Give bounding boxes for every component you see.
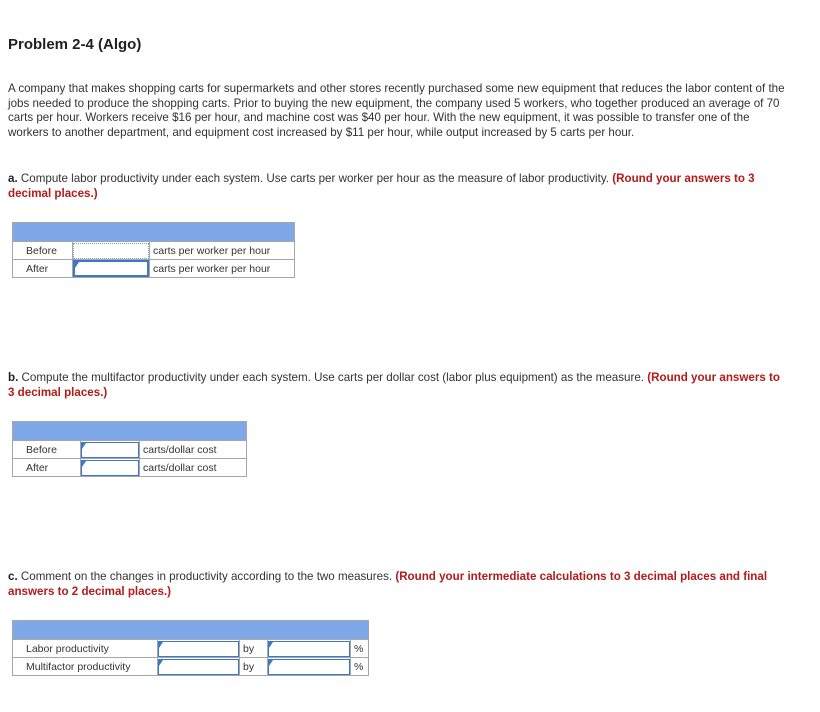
percent-label: % (351, 658, 369, 676)
page-title: Problem 2-4 (Algo) (8, 36, 142, 53)
answer-input-frame (81, 442, 139, 458)
answer-flag-icon (82, 443, 86, 449)
by-label: by (240, 640, 268, 658)
part-c-note: (Round your intermediate calculations to 3 decimal places and final answers to 2 decimal places.) (8, 570, 768, 598)
part-c-question (8, 570, 788, 599)
row-label: After (13, 260, 73, 278)
part-c-text: Comment on the changes in productivity according to the two measures. (17, 570, 393, 583)
part-b-after-input[interactable] (82, 461, 138, 475)
table-row (13, 260, 295, 278)
answer-flag-icon (82, 461, 86, 467)
answer-flag-icon (269, 660, 273, 666)
part-a-after-input[interactable] (75, 262, 147, 275)
problem-intro: A company that makes shopping carts for supermarkets and other stores recently purchased some new equipment that reduces the labor content of the jobs needed to produce the shopping carts. Prior to buying the new equipment, the company used 5 workers, who together produced an average of 70 carts per hour. Workers receive $16 per hour, and machine cost was $40 per hour. With the new equipment, it was possible to transfer one of the workers to another department, and equipment cost increased by $11 per hour, while output increased by 5 carts per hour. (8, 82, 785, 139)
answer-flag-icon (269, 642, 273, 648)
part-a-question (8, 172, 788, 201)
table-header (13, 422, 247, 441)
part-c-table (12, 620, 369, 676)
table-header (13, 223, 295, 242)
row-label: After (13, 459, 81, 477)
table-header (13, 621, 369, 640)
part-b-tag: b. (8, 371, 19, 384)
unit-label: carts/dollar cost (140, 459, 247, 477)
part-b-before-input[interactable] (82, 443, 138, 457)
row-label: Before (13, 441, 81, 459)
answer-input-frame (158, 641, 239, 657)
part-a-tag: a. (8, 172, 18, 185)
answer-input-frame (268, 641, 350, 657)
table-row (13, 640, 369, 658)
answer-input-frame (73, 243, 149, 259)
part-a-text: Compute labor productivity under each system. Use carts per worker per hour as the measure of labor productivity. (17, 172, 610, 185)
percent-label: % (351, 640, 369, 658)
by-label: by (240, 658, 268, 676)
unit-label: carts per worker per hour (150, 242, 295, 260)
unit-label: carts per worker per hour (150, 260, 295, 278)
part-a-note: (Round your answers to 3 decimal places.) (8, 172, 755, 200)
labor-percent-input[interactable] (269, 642, 349, 656)
unit-label: carts/dollar cost (140, 441, 247, 459)
part-b-question (8, 371, 788, 400)
part-b-table (12, 421, 247, 477)
multifactor-change-select[interactable] (159, 660, 238, 674)
table-row (13, 441, 247, 459)
row-label: Multifactor productivity (13, 658, 158, 676)
answer-input-frame (73, 260, 149, 277)
row-label: Labor productivity (13, 640, 158, 658)
answer-input-frame (158, 659, 239, 675)
answer-flag-icon (75, 262, 79, 268)
part-b-note: (Round your answers to 3 decimal places.) (8, 371, 780, 399)
part-b-text: Compute the multifactor productivity under each system. Use carts per dollar cost (labor plus equipment) as the measure. (18, 371, 645, 384)
part-a-table (12, 222, 295, 278)
answer-flag-icon (159, 660, 163, 666)
table-row (13, 459, 247, 477)
table-row (13, 658, 369, 676)
row-label: Before (13, 242, 73, 260)
labor-change-select[interactable] (159, 642, 238, 656)
answer-input-frame (81, 460, 139, 476)
answer-input-frame (268, 659, 350, 675)
answer-flag-icon (159, 642, 163, 648)
multifactor-percent-input[interactable] (269, 660, 349, 674)
table-row (13, 242, 295, 260)
part-a-before-input[interactable] (74, 244, 148, 258)
part-c-tag: c. (8, 570, 18, 583)
